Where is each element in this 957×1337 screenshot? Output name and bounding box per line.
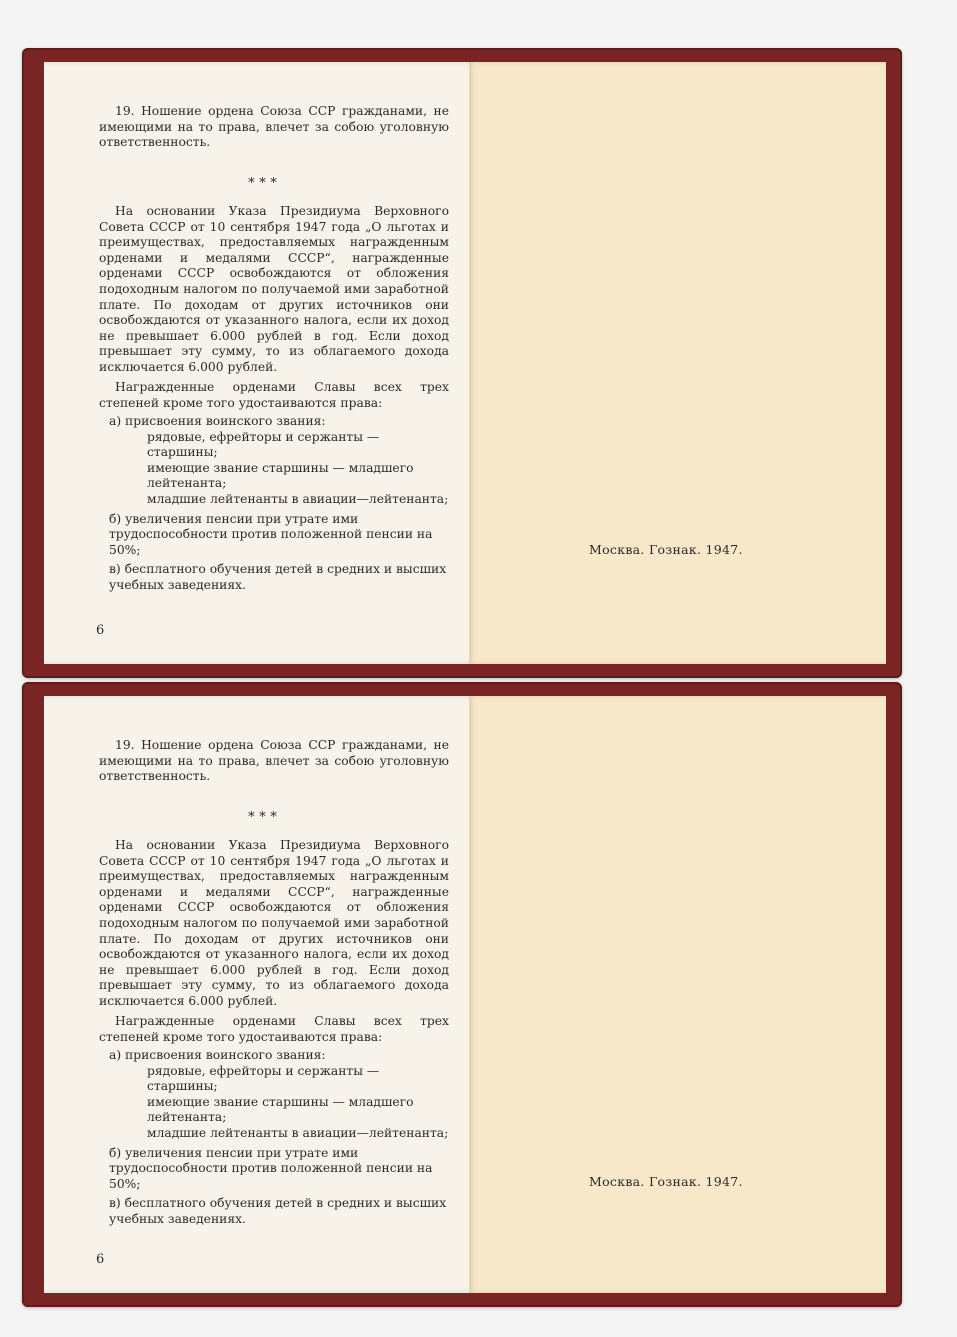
privilege-a-line3: младшие лейтенанты в авиации—лейтенанта; (147, 491, 449, 506)
decree-text: На основании Указа Президиума Верховного Совета СССР от 10 сентября 1947 года „О льготах и преимуществах, предоставляемых награжденным орденами и медалями СССР“, награжденные орденами СССР освобождаются от обложения подоходным налогом по получаемой ими заработной плате. По доходам от других источников они освобождаются от указанного налога, если их доход не превышает 6.000 рублей в год. Если доход превышает эту сумму, то из облагаемого дохода исключается 6.000 рублей. (99, 838, 449, 1008)
glory-intro-text: Награжденные орденами Славы всех трех степеней кроме того удостаиваются права: (99, 380, 449, 410)
clause-19-text: 19. Ношение ордена Союза ССР гражданами, не имеющими на то права, влечет за собою уголовную ответственность. (99, 738, 449, 784)
right-page (469, 696, 886, 1293)
privilege-c-text: в) бесплатного обучения детей в средних и высших учебных заведениях. (109, 562, 447, 592)
imprint: Москва. Гознак. 1947. (589, 542, 743, 557)
privileges-list (99, 1048, 449, 1232)
imprint: Москва. Гознак. 1947. (589, 1174, 743, 1189)
privilege-b-text: б) увеличения пенсии при утрате ими трудоспособности против положенной пенсии на 50%; (109, 511, 433, 557)
privilege-a-line3: младшие лейтенанты в авиации—лейтенанта; (147, 1125, 449, 1140)
booklet-bottom (22, 682, 902, 1307)
glory-intro-text: Награжденные орденами Славы всех трех степеней кроме того удостаиваются права: (99, 1014, 449, 1044)
privilege-a (109, 414, 449, 508)
glory-intro (99, 380, 449, 411)
privilege-b-text: б) увеличения пенсии при утрате ими трудоспособности против положенной пенсии на 50%; (109, 1145, 433, 1191)
right-page (469, 62, 886, 664)
stars-separator: * * * (248, 176, 278, 191)
clause-19 (99, 738, 449, 785)
decree-text: На основании Указа Президиума Верховного Совета СССР от 10 сентября 1947 года „О льготах и преимуществах, предоставляемых награжденным орденами и медалями СССР“, награжденные орденами СССР освобождаются от обложения подоходным налогом по получаемой ими заработной плате. По доходам от других источников они освобождаются от указанного налога, если их доход не превышает 6.000 рублей в год. Если доход превышает эту сумму, то из облагаемого дохода исключается 6.000 рублей. (99, 204, 449, 374)
privilege-a-line2: имеющие звание старшины — младшего лейтенанта; (147, 460, 414, 491)
page-number: 6 (96, 623, 105, 638)
decree-paragraph (99, 838, 449, 1010)
stars-separator: * * * (248, 810, 278, 825)
left-page (44, 696, 486, 1293)
privilege-c-text: в) бесплатного обучения детей в средних и высших учебных заведениях. (109, 1196, 447, 1226)
decree-paragraph (99, 204, 449, 376)
privilege-a-line1: рядовые, ефрейторы и сержанты — старшины; (147, 1063, 380, 1094)
page-number: 6 (96, 1252, 105, 1267)
privilege-a (109, 1048, 449, 1142)
privilege-c (109, 1196, 449, 1227)
privilege-b (109, 1146, 449, 1193)
booklet-top (22, 48, 902, 678)
privileges-list (99, 414, 449, 598)
clause-19-text: 19. Ношение ордена Союза ССР гражданами, не имеющими на то права, влечет за собою уголовную ответственность. (99, 104, 449, 150)
privilege-b (109, 512, 449, 559)
privilege-c (109, 562, 449, 593)
privilege-a-title: а) присвоения воинского звания: (109, 1048, 326, 1062)
privilege-a-line2: имеющие звание старшины — младшего лейтенанта; (147, 1094, 414, 1125)
left-page (44, 62, 486, 664)
clause-19 (99, 104, 449, 151)
privilege-a-line1: рядовые, ефрейторы и сержанты — старшины; (147, 429, 380, 460)
privilege-a-title: а) присвоения воинского звания: (109, 414, 326, 428)
glory-intro (99, 1014, 449, 1045)
